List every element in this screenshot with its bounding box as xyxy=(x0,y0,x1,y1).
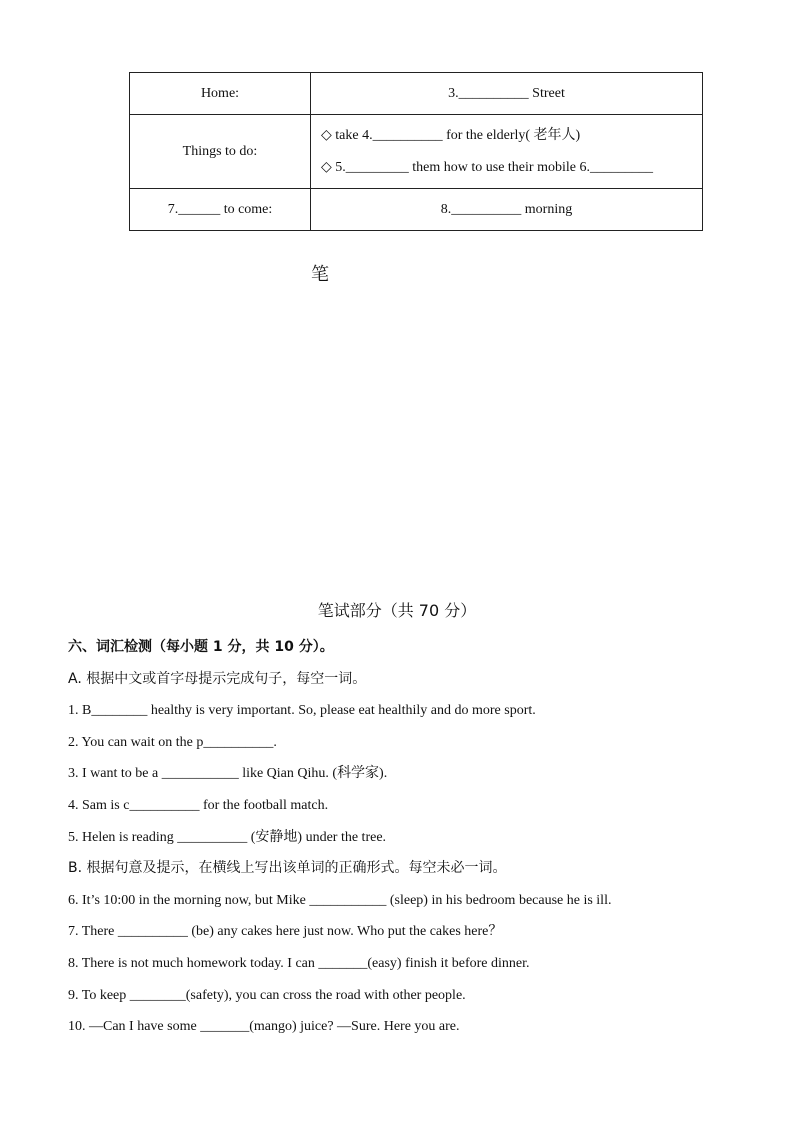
exercise-item: 3. I want to be a ___________ like Qian Qihu. (科学家). xyxy=(68,766,388,782)
table-row xyxy=(130,189,703,231)
exercise-item: 9. To keep ________(safety), you can cross the road with other people. xyxy=(68,987,466,1003)
section-title: 笔试部分（共 70 分） xyxy=(317,601,477,620)
table-row xyxy=(130,115,703,189)
exercise-item: 5. Helen is reading __________ (安静地) under the tree. xyxy=(68,829,387,845)
exercise-item: 6. It’s 10:00 in the morning now, but Mike ___________ (sleep) in his bedroom because he is ill. xyxy=(68,892,612,908)
things-to-do-value xyxy=(311,115,703,189)
exercise-item: 1. B________ healthy is very important. So, please eat healthily and do more sport. xyxy=(68,703,536,719)
exercise-item: 8. There is not much homework today. I can _______(easy) finish it before dinner. xyxy=(68,955,530,971)
exercise-item: 2. You can wait on the p__________. xyxy=(68,734,277,750)
time-label: 7.______ to come: xyxy=(130,189,311,231)
stray-character: 笔 xyxy=(311,264,329,285)
exercise-item: 7. There __________ (be) any cakes here just now. Who put the cakes here？ xyxy=(68,924,503,940)
part-a-instruction: A. 根据中文或首字母提示完成句子，每空一词。 xyxy=(68,670,367,687)
form-table xyxy=(129,72,703,231)
part-heading: 六、词汇检测（每小题 1 分，共 10 分）。 xyxy=(68,639,334,655)
table-row xyxy=(130,73,703,115)
exercise-item: 10. —Can I have some _______(mango) juice? —Sure. Here you are. xyxy=(68,1019,460,1035)
time-value: 8.__________ morning xyxy=(311,189,703,231)
exercise-item: 4. Sam is c__________ for the football match. xyxy=(68,797,329,813)
exercise-block xyxy=(68,632,768,1043)
things-to-do-line-1: ◇ take 4.__________ for the elderly( 老年人) xyxy=(321,127,581,143)
things-to-do-label: Things to do: xyxy=(130,115,311,189)
things-to-do-line-2: ◇ 5._________ them how to use their mobile 6._________ xyxy=(321,159,653,175)
part-b-instruction: B. 根据句意及提示，在横线上写出该单词的正确形式。每空未必一词。 xyxy=(68,860,507,877)
home-label: Home: xyxy=(130,73,311,115)
home-value: 3.__________ Street xyxy=(311,73,703,115)
